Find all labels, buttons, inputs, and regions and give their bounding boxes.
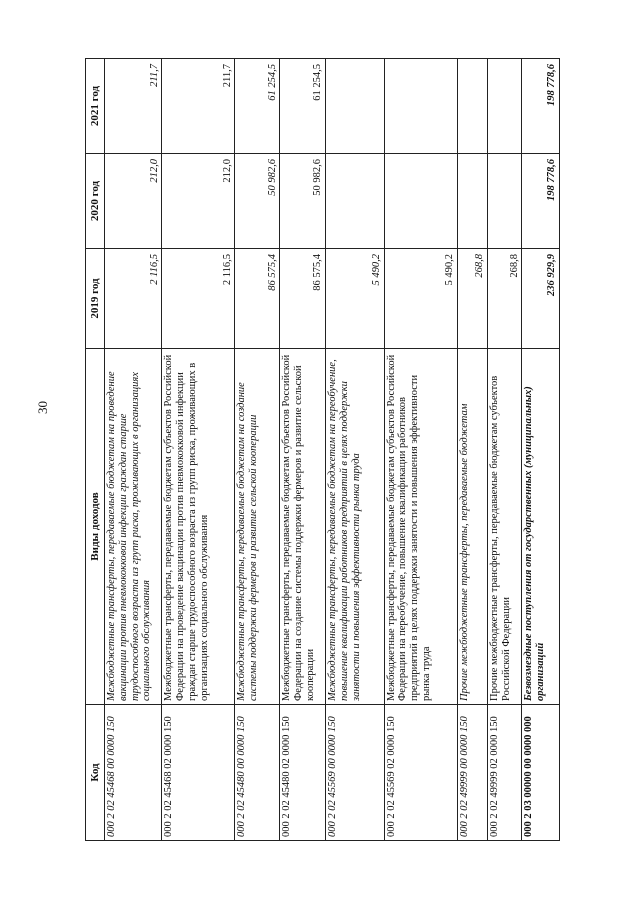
value-2021-cell: 211,7 bbox=[105, 59, 162, 154]
code-cell: 000 2 02 45569 00 0000 150 bbox=[326, 705, 384, 841]
value-2020-cell bbox=[384, 154, 457, 249]
revenue-type-cell: Прочие межбюджетные трансферты, передаваемые бюджетам субъектов Российской Федерации bbox=[487, 349, 521, 705]
table-row bbox=[487, 59, 521, 841]
table-row bbox=[326, 59, 384, 841]
value-2020-cell: 198 778,6 bbox=[522, 154, 560, 249]
table-row bbox=[457, 59, 487, 841]
value-2019-cell: 268,8 bbox=[457, 249, 487, 349]
table-row bbox=[162, 59, 235, 841]
value-2019-cell: 268,8 bbox=[487, 249, 521, 349]
value-2020-cell bbox=[487, 154, 521, 249]
value-2019-cell: 5 490,2 bbox=[384, 249, 457, 349]
revenue-type-cell: Межбюджетные трансферты, передаваемые бюджетам субъектов Российской Федерации на создание системы поддержки фермеров и развитие сельской кооперации bbox=[280, 349, 326, 705]
revenue-type-cell: Прочие межбюджетные трансферты, передаваемые бюджетам bbox=[457, 349, 487, 705]
value-2021-cell: 211,7 bbox=[162, 59, 235, 154]
header-revenue-type: Виды доходов bbox=[86, 349, 105, 705]
value-2020-cell: 212,0 bbox=[162, 154, 235, 249]
revenue-type-cell: Межбюджетные трансферты, передаваемые бюджетам на переобучение, повышение квалификации работников предприятий в целях поддержки занятости и повышения эффективности рынка труда bbox=[326, 349, 384, 705]
code-cell: 000 2 03 00000 00 0000 000 bbox=[522, 705, 560, 841]
rotated-table-container bbox=[85, 59, 560, 841]
table-row bbox=[522, 59, 560, 841]
value-2019-cell: 2 116,5 bbox=[162, 249, 235, 349]
code-cell: 000 2 02 45569 02 0000 150 bbox=[384, 705, 457, 841]
code-cell: 000 2 02 45468 02 0000 150 bbox=[162, 705, 235, 841]
value-2020-cell: 212,0 bbox=[105, 154, 162, 249]
page-number: 30 bbox=[35, 401, 50, 414]
value-2021-cell bbox=[384, 59, 457, 154]
header-2021: 2021 год bbox=[86, 59, 105, 154]
value-2021-cell: 61 254,5 bbox=[235, 59, 280, 154]
header-code: Код bbox=[86, 705, 105, 841]
value-2021-cell bbox=[326, 59, 384, 154]
table-row bbox=[280, 59, 326, 841]
revenue-type-cell: Межбюджетные трансферты, передаваемые бюджетам на проведение вакцинации против пневмококковой инфекции граждан старше трудоспособного возраста из групп риска, проживающих в организациях социального обслуживания bbox=[105, 349, 162, 705]
header-2019: 2019 год bbox=[86, 249, 105, 349]
value-2020-cell: 50 982,6 bbox=[280, 154, 326, 249]
value-2019-cell: 2 116,5 bbox=[105, 249, 162, 349]
code-cell: 000 2 02 49999 00 0000 150 bbox=[457, 705, 487, 841]
code-cell: 000 2 02 49999 02 0000 150 bbox=[487, 705, 521, 841]
revenue-type-cell: Межбюджетные трансферты, передаваемые бюджетам субъектов Российской Федерации на переобучение, повышение квалификации работников предприятий в целях поддержки занятости и повышения эффективности рынка труда bbox=[384, 349, 457, 705]
code-cell: 000 2 02 45480 02 0000 150 bbox=[280, 705, 326, 841]
revenue-type-cell: Межбюджетные трансферты, передаваемые бюджетам субъектов Российской Федерации на проведение вакцинации против пневмококковой инфекции граждан старше трудоспособного возраста из групп риска, проживающих в организациях социального обслуживания bbox=[162, 349, 235, 705]
table-row bbox=[235, 59, 280, 841]
value-2021-cell bbox=[457, 59, 487, 154]
value-2020-cell: 50 982,6 bbox=[235, 154, 280, 249]
table-row bbox=[384, 59, 457, 841]
code-cell: 000 2 02 45480 00 0000 150 bbox=[235, 705, 280, 841]
value-2019-cell: 236 929,9 bbox=[522, 249, 560, 349]
value-2019-cell: 86 575,4 bbox=[235, 249, 280, 349]
value-2019-cell: 5 490,2 bbox=[326, 249, 384, 349]
header-2020: 2020 год bbox=[86, 154, 105, 249]
value-2020-cell bbox=[457, 154, 487, 249]
table-row bbox=[105, 59, 162, 841]
revenue-type-cell: Межбюджетные трансферты, передаваемые бюджетам на создание системы поддержки фермеров и развитие сельской кооперации bbox=[235, 349, 280, 705]
value-2020-cell bbox=[326, 154, 384, 249]
table-header-row bbox=[86, 59, 105, 841]
value-2019-cell: 86 575,4 bbox=[280, 249, 326, 349]
revenue-table bbox=[85, 58, 560, 841]
value-2021-cell: 198 778,6 bbox=[522, 59, 560, 154]
value-2021-cell bbox=[487, 59, 521, 154]
revenue-type-cell: Безвозмездные поступления от государственных (муниципальных) организаций bbox=[522, 349, 560, 705]
code-cell: 000 2 02 45468 00 0000 150 bbox=[105, 705, 162, 841]
value-2021-cell: 61 254,5 bbox=[280, 59, 326, 154]
